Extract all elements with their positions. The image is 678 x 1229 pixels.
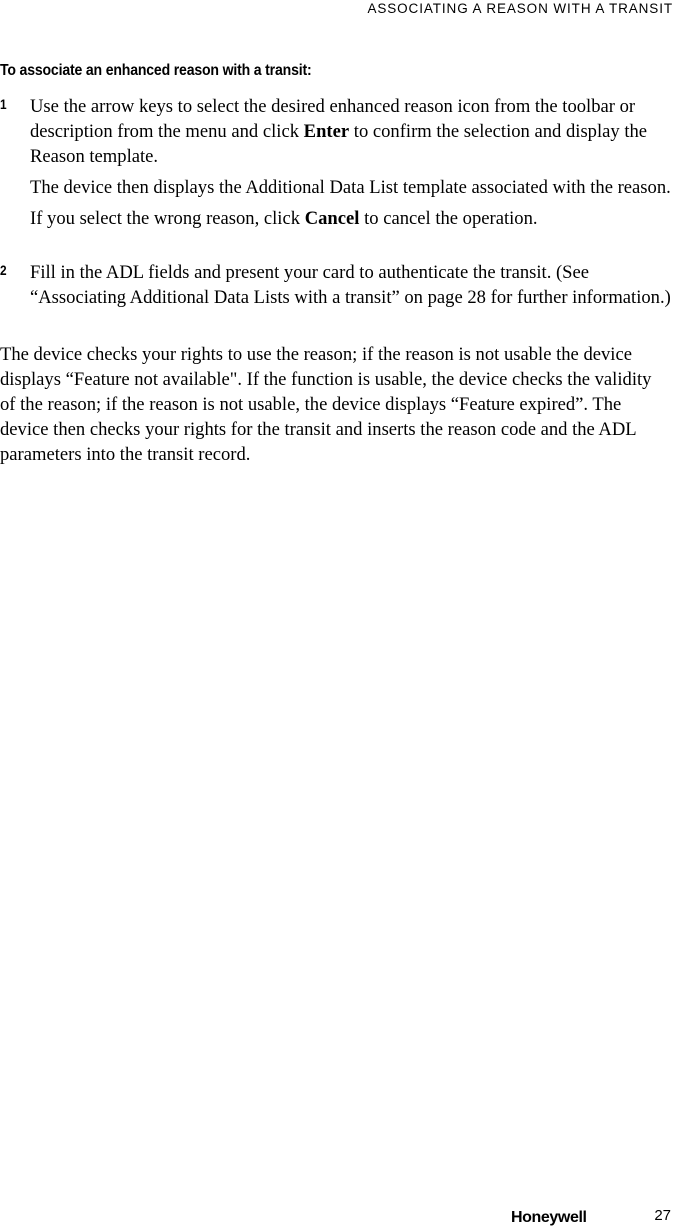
step-note: The device then displays the Additional Data List template associated with the reason.: [30, 177, 671, 198]
step-number: 2: [0, 263, 7, 278]
step-note-part: If you select the wrong reason, click: [30, 208, 305, 229]
honeywell-logo: Honeywell: [511, 1209, 587, 1226]
step-text-part: to confirm the selection and display the Reason template.: [30, 121, 648, 167]
running-head: ASSOCIATING A REASON WITH A TRANSIT: [367, 1, 673, 16]
body-paragraph: The device checks your rights to use the reason; if the reason is not usable the device displays “Feature not available". If the function is usable, the device checks the validity of the reason; if the reason is not usable, the device displays “Feature expired”. The device then checks your rights for the transit and inserts the reason code and the ADL parameters into the transit record.: [0, 344, 652, 465]
step-note: [30, 206, 676, 231]
page-number: 27: [654, 1207, 671, 1224]
step-text-part: Use the arrow keys to select the desired enhanced reason icon from the toolbar or description from the menu and click: [30, 96, 636, 142]
step-2: [0, 260, 678, 310]
step-text: Fill in the ADL fields and present your card to authenticate the transit. (See “Associating Additional Data Lists with a transit” on page 28 for further information.): [30, 262, 671, 308]
cancel-key-label: Cancel: [304, 208, 360, 229]
enter-key-label: Enter: [303, 121, 350, 142]
step-text: [30, 94, 676, 169]
step-1: [0, 94, 678, 231]
step-note-part: to cancel the operation.: [359, 208, 538, 229]
procedure-heading: To associate an enhanced reason with a transit:: [0, 62, 312, 79]
step-number: 1: [0, 97, 7, 112]
